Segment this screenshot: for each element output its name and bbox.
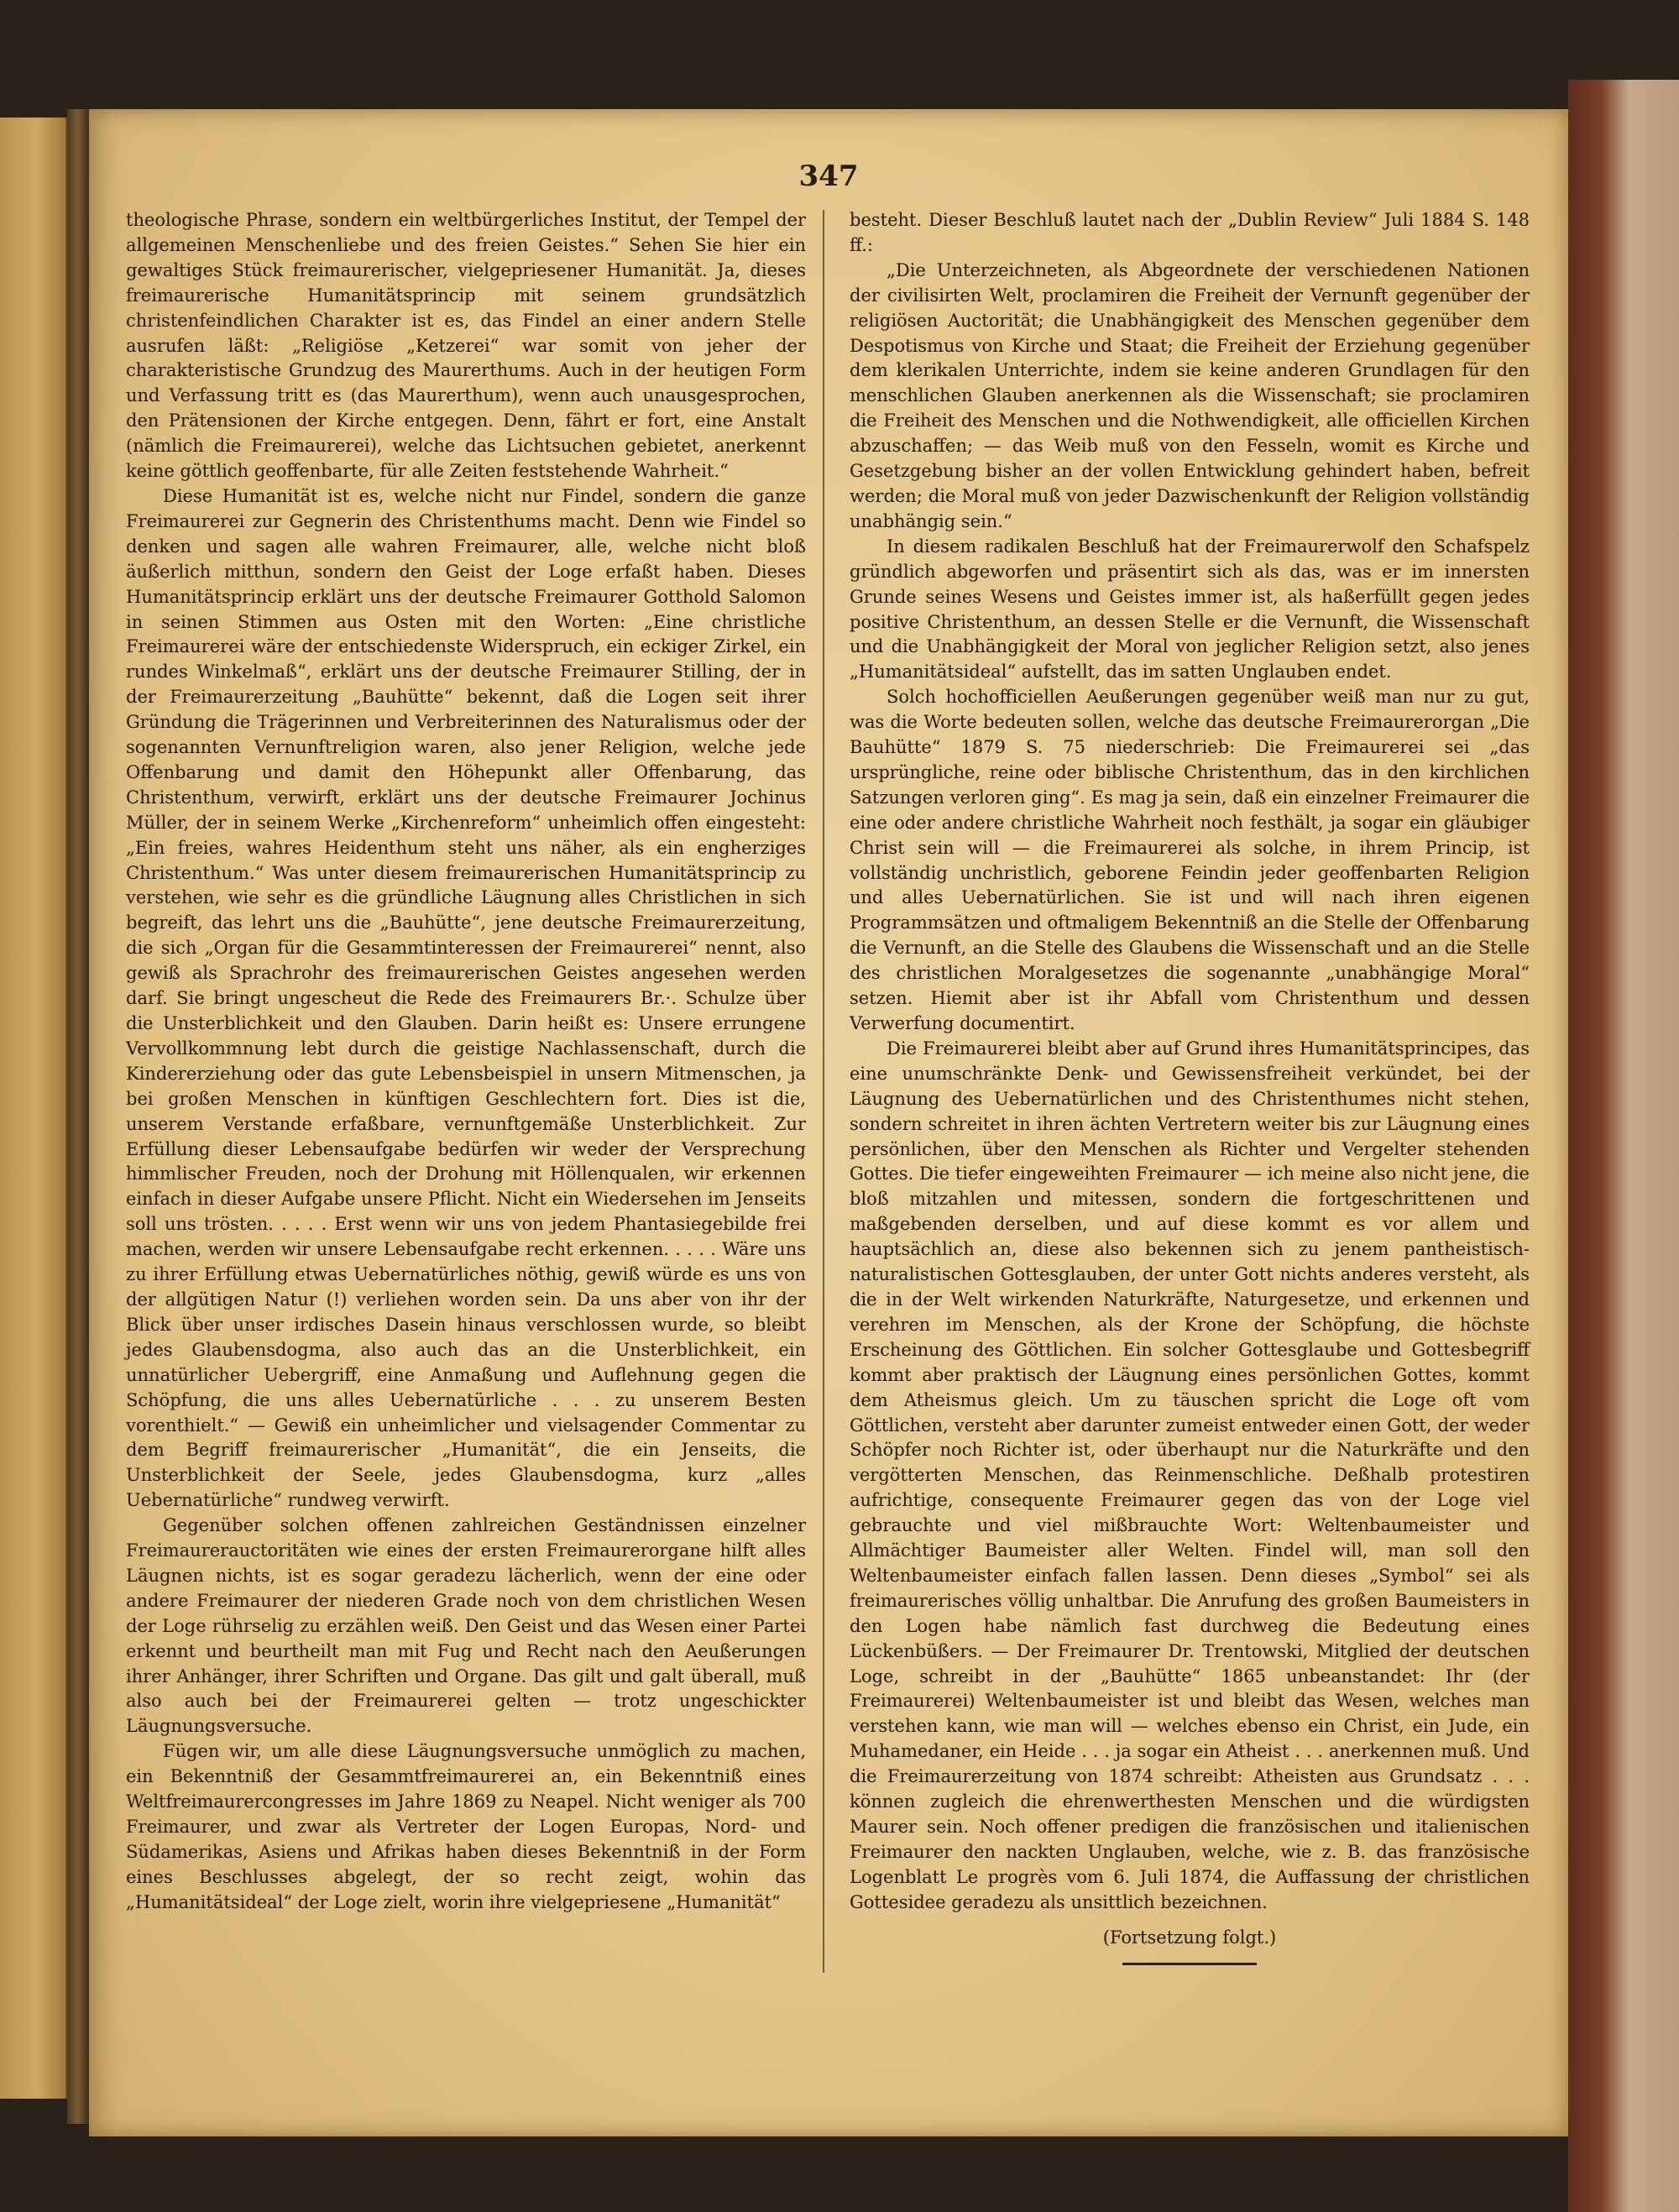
- book-page: [89, 109, 1568, 2136]
- continued-note: (Fortsetzung folgt.): [1102, 1927, 1277, 1948]
- paragraph: Diese Humanität ist es, welche nicht nur Findel, sondern die ganze Freimaurerei zur Gegnerin des Christenthums macht. Denn wie Findel so denken und sagen alle wahren Freimaurer, alle, welche nicht bloß äußerlich mitthun, sondern den Geist der Loge erfaßt haben. Dieses Humanitätsprincip erklärt uns der deutsche Freimaurer Gotthold Salomon in seinen Stimmen aus Osten mit den Worten: „Eine christliche Freimaurerei wäre der entschiedenste Widerspruch, ein eckiger Zirkel, ein rundes Winkelmaß“, erklärt uns der deutsche Freimaurer Stilling, der in der Freimaurerzeitung „Bauhütte“ bekennt, daß die Logen seit ihrer Gründung die Trägerinnen und Verbreiterinnen des Naturalismus oder der sogenannten Vernunftreligion waren, also jener Religion, welche jede Offenbarung und damit den Höhepunkt aller Offenbarung, das Christenthum, verwirft, erklärt uns der deutsche Freimaurer Jochinus Müller, der in seinem Werke „Kirchenreform“ unheimlich offen eingesteht: „Ein freies, wahres Heidenthum steht uns näher, als ein engherziges Christenthum.“ Was unter diesem freimaurerischen Humanitätsprincip zu verstehen, wie sehr es die gründliche Läugnung alles Christlichen in sich begreift, das lehrt uns die „Bauhütte“, jene deutsche Freimaurerzeitung, die sich „Organ für die Gesammtinteressen der Freimaurerei“ nennt, also gewiß als Sprachrohr des freimaurerischen Geistes angesehen werden darf. Sie bringt ungescheut die Rede des Freimaurers Br.·. Schulze über die Unsterblichkeit und den Glauben. Darin heißt es: Unsere errungene Vervollkommnung lebt durch die geistige Nachlassenschaft, durch die Kindererziehung oder das gute Lebensbeispiel in unsern Mitmenschen, ja bei großen Menschen in künftigen Geschlechtern fort. Dies ist die, unserem Verstande erfaßbare, vernunftgemäße Unsterblichkeit. Zur Erfüllung dieser Lebensaufgabe bedürfen wir weder der Versprechung himmlischer Freuden, noch der Drohung mit Höllenqualen, wir erkennen einfach in dieser Aufgabe unsere Pflicht. Nicht ein Wiedersehen im Jenseits soll uns trösten. . . . . Erst wenn wir uns von jedem Phantasiegebilde frei machen, werden wir unsere Lebensaufgabe recht erkennen. . . . . Wäre uns zu ihrer Erfüllung etwas Uebernatürliches nöthig, gewiß würde es uns von der allgütigen Natur (!) verliehen worden sein. Da uns aber von ihr der Blick über unser irdisches Dasein hinaus verschlossen wurde, so bleibt jedes Glaubensdogma, also auch das an die Unsterblichkeit, ein unnatürlicher Uebergriff, eine Anmaßung und Auflehnung gegen die Schöpfung, die uns alles Uebernatürliche . . . zu unserem Besten vorenthielt.“ — Gewiß ein unheimlicher und vielsagender Commentar zu dem Begriff freimaurerischer „Humanität“, die ein Jenseits, die Unsterblichkeit der Seele, jedes Glaubensdogma, kurz „alles Uebernatürliche“ rundweg verwirft.: [126, 485, 806, 1511]
- right-column: [850, 208, 1530, 1965]
- quoted-resolution: „Die Unterzeichneten, als Abgeordnete der verschiedenen Nationen der civilisirten Welt, proclamiren die Freiheit der Vernunft gegenüber der religiösen Auctorität; die Unabhängigkeit des Menschen gegenüber dem Despotismus von Kirche und Staat; die Freiheit der Erziehung gegenüber dem klerikalen Unterrichte, indem sie keine anderen Grundlagen für den menschlichen Glauben anerkennen als die Wissenschaft; sie proclamiren die Freiheit des Menschen und die Nothwendigkeit, alle officiellen Kirchen abzuschaffen; — das Weib muß von den Fesseln, womit es Kirche und Gesetzgebung bisher an der vollen Entwicklung gehindert haben, befreit werden; die Moral muß von jeder Dazwischenkunft der Religion vollständig unabhängig sein.“: [850, 259, 1530, 531]
- page-number: 347: [798, 159, 859, 193]
- paragraph: besteht. Dieser Beschluß lautet nach der „Dublin Review“ Juli 1884 S. 148 ff.:: [850, 210, 1530, 255]
- paragraph: Fügen wir, um alle diese Läugnungsversuche unmöglich zu machen, ein Bekenntniß der Gesammtfreimaurerei an, ein Bekenntniß eines Weltfreimaurercongresses im Jahre 1869 zu Neapel. Nicht weniger als 700 Freimaurer, und zwar als Vertreter der Logen Europas, Nord- und Südamerikas, Asiens und Afrikas haben dieses Bekenntniß in der Form eines Beschlusses abgelegt, der so recht zeigt, wohin das „Humanitätsideal“ der Loge zielt, worin ihre vielgepriesene „Humanität“: [126, 1741, 806, 1912]
- paragraph: Solch hochofficiellen Aeußerungen gegenüber weiß man nur zu gut, was die Worte bedeuten sollen, welche das deutsche Freimaurerorgan „Die Bauhütte“ 1879 S. 75 niederschrieb: Die Freimaurerei sei „das ursprüngliche, reine oder biblische Christenthum, das in den kirchlichen Satzungen verloren ging“. Es mag ja sein, daß ein einzelner Freimaurer die eine oder andere christliche Wahrheit noch festhält, ja sogar ein gläubiger Christ sein will — die Freimaurerei als solche, in ihrem Princip, ist vollständig unchristlich, geborene Feindin jeder geoffenbarten Religion und alles Uebernatürlichen. Sie ist und will nach ihren eigenen Programmsätzen und oftmaligem Bekenntniß an die Stelle der Offenbarung die Vernunft, an die Stelle des Glaubens die Wissenschaft und an die Stelle des christlichen Moralgesetzes die sogenannte „unabhängige Moral“ setzen. Hiemit aber ist ihr Abfall vom Christenthum und dessen Verwerfung documentirt.: [850, 687, 1530, 1033]
- book-gutter: [67, 109, 89, 2124]
- paragraph: Die Freimaurerei bleibt aber auf Grund ihres Humanitätsprincipes, das eine unumschränkte Denk- und Gewissensfreiheit verkündet, bei der Läugnung des Uebernatürlichen und des Christenthumes nicht stehen, sondern schreitet in ihren ächten Vertretern weiter bis zur Läugnung eines persönlichen, über den Menschen als Richter und Vergelter stehenden Gottes. Die tiefer eingeweihten Freimaurer — ich meine also nicht jene, die bloß mitzahlen und mitessen, sondern die fortgeschrittenen und maßgebenden derselben, und auf diese kommt es vor allem und hauptsächlich an, diese also bekennen sich zu jenem pantheistisch-naturalistischen Gottesglauben, der unter Gott nichts anderes versteht, als die in der Welt wirkenden Naturkräfte, Naturgesetze, und erkennen und verehren im Menschen, als der Krone der Schöpfung, die höchste Erscheinung des Göttlichen. Ein solcher Gottesglaube und Gottesbegriff kommt aber praktisch der Läugnung eines persönlichen Gottes, kommt dem Atheismus gleich. Um zu täuschen spricht die Loge oft vom Göttlichen, versteht aber darunter zumeist entweder einen Gott, der weder Schöpfer noch Richter ist, oder überhaupt nur die Naturkräfte und den vergötterten Menschen, das Reinmenschliche. Deßhalb protestiren aufrichtige, consequente Freimaurer gegen das von der Loge viel gebrauchte und viel mißbrauchte Wort: Weltenbaumeister und Allmächtiger Baumeister aller Welten. Findel will, man soll den Weltenbaumeister einfach fallen lassen. Denn dieses „Symbol“ sei als freimaurerisches völlig unhaltbar. Die Anrufung des großen Baumeisters in den Logen habe nämlich fast durchweg die Bedeutung eines Lückenbüßers. — Der Freimaurer Dr. Trentowski, Mitglied der deutschen Loge, schreibt in der „Bauhütte“ 1865 unbeanstandet: Ihr (der Freimaurerei) Weltenbaumeister ist und bleibt das Wesen, welches man verstehen kann, wie man will — welches ebenso ein Christ, ein Jude, ein Muhamedaner, ein Heide . . . ja sogar ein Atheist . . . anerkennen muß. Und die Freimaurerzeitung von 1874 schreibt: Atheisten aus Grundsatz . . . können zugleich die ehrenwerthesten Menschen und die würdigsten Maurer sein. Noch offener predigen die französischen und italienischen Freimaurer den nackten Unglauben, welche, wie z. B. das französische Logenblatt Le progrès vom 6. Juli 1874, die Auffassung der christlichen Gottesidee geradezu als unsittlich bezeichnen.: [850, 1038, 1530, 1912]
- left-column: [126, 208, 806, 1916]
- previous-page-edge: [0, 118, 68, 2099]
- paragraph: Gegenüber solchen offenen zahlreichen Geständnissen einzelner Freimaurerauctoritäten wie eines der ersten Freimaurerorgane hilft alles Läugnen nichts, ist es sogar geradezu lächerlich, wenn der eine oder andere Freimaurer der niederen Grade noch von dem christlichen Wesen der Loge rührselig zu erzählen weiß. Den Geist und das Wesen einer Partei erkennt und beurtheilt man mit Fug und Recht nach den Aeußerungen ihrer Anhänger, ihrer Schriften und Organe. Das gilt und galt überall, muß also auch bei der Freimaurerei gelten — trotz ungeschickter Läugnungsversuche.: [126, 1515, 806, 1737]
- paragraph: In diesem radikalen Beschluß hat der Freimaurerwolf den Schafspelz gründlich abgeworfen und präsentirt sich als das, was er im innersten Grunde seines Wesens und Geistes immer ist, als haßerfüllt gegen jedes positive Christenthum, an dessen Stelle er die Vernunft, die Wissenschaft und die Unabhängigkeit der Moral von jeglicher Religion setzt, also jenes „Humanitätsideal“ aufstellt, das im satten Unglauben endet.: [850, 536, 1530, 682]
- paragraph: theologische Phrase, sondern ein weltbürgerliches Institut, der Tempel der allgemeinen Menschenliebe und des freien Geistes.“ Sehen Sie hier ein gewaltiges Stück freimaurerischer, vielgepriesener Humanität. Ja, dieses freimaurerische Humanitätsprincip mit seinem grundsätzlich christenfeindlichen Charakter ist es, das Findel an einer andern Stelle ausrufen läßt: „Religiöse „Ketzerei“ war somit von jeher der charakteristische Grundzug des Maurerthums. Auch in der heutigen Form und Verfassung tritt es (das Maurerthum), wenn auch unausgesprochen, den Prätensionen der Kirche entgegen. Denn, fährt er fort, eine Anstalt (nämlich die Freimaurerei), welche das Lichtsuchen gebietet, anerkennt keine göttlich geoffenbarte, für alle Zeiten feststehende Wahrheit.“: [126, 210, 806, 482]
- book-cover-edge: [1568, 80, 1679, 2212]
- end-rule: [1122, 1963, 1257, 1965]
- column-divider: [823, 210, 824, 1973]
